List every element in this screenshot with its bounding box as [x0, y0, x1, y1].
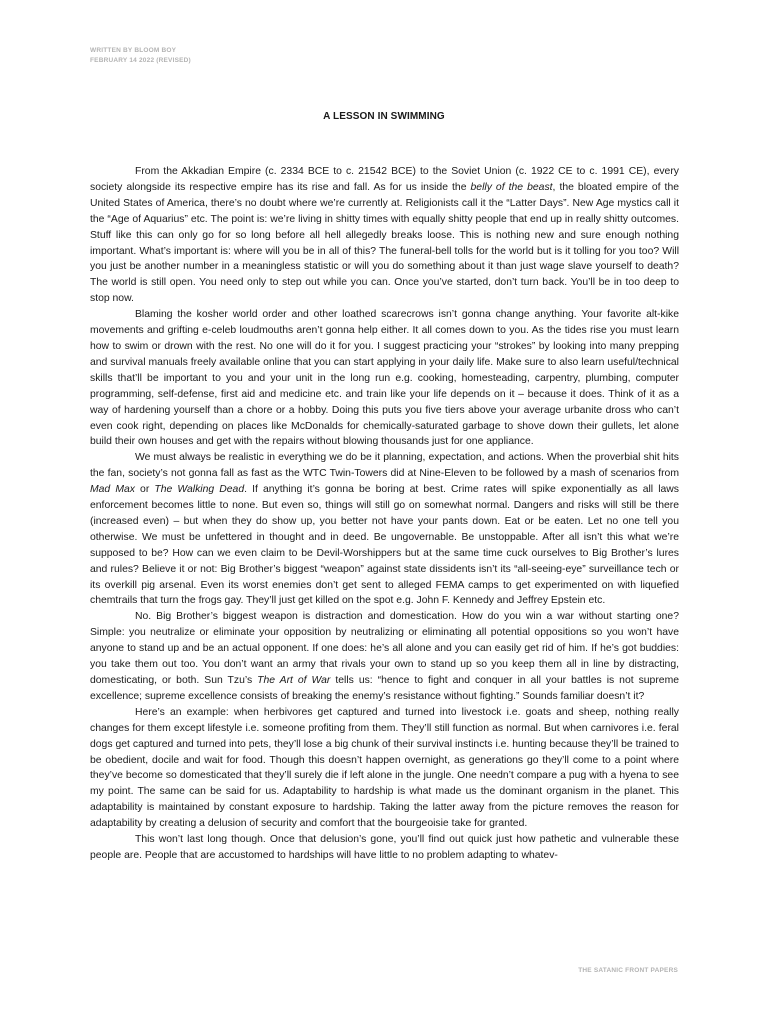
author-line: WRITTEN BY BLOOM BOY — [90, 47, 177, 54]
paragraph-text: Blaming the kosher world order and other loathed scarecrows isn’t gonna change anything. Your favorite alt-kike movements and grifting e-celeb loudmouths aren’t gonna help either. It all comes down to you. As the tides rise you must learn how to swim or drown with the rest. No one will do it for you. I suggest practicing your “strokes” by looking into many prepping and survival manuals freely available online that you can start applying in your daily life. Make sure to also learn useful/technical skills that’ll be important to you and your unit in the long run e.g. cooking, homesteading, carpentry, plumbing, computer programming, self-defense, first aid and medicine etc. and train like your life depends on it – because it does. Think of it as a way of hardening yourself than a chore or a hobby. Doing this puts you five tiers above your average urbanite dross who can’t even cook right, depending on places like McDonalds for chemically-saturated garbage to shove down their gullets, let alone build their own houses and get with the repairs without blowing thousands just for one appliance. — [90, 309, 679, 448]
italic-title-text: Mad Max — [90, 484, 135, 496]
body-paragraph — [90, 832, 679, 864]
italic-title-text: The Art of War — [257, 675, 331, 686]
page-footer: THE SATANIC FRONT PAPERS — [578, 967, 678, 974]
body-paragraph — [90, 307, 679, 450]
date-line: FEBRUARY 14 2022 (REVISED) — [90, 57, 191, 64]
paragraph-text: , the bloated empire of the United States of America, there’s no doubt where we’re currently at. Religionists call it the “Latter Days”. New Age mystics call it the “Age of Aquarius” etc. The point is: we’re living in shitty times with equally shitty people that end up in really shitty outcomes. Stuff like this can only go for so long before all hell allegedly breaks loose. This is nothing new and sure enough nothing important. What’s important is: where will you be in all of this? The funeral-bell tolls for the world but is it tolling for you too? Will you just be another number in a meaningless statistic or will you do something about it than just wage slave yourself to death? The world is still open. You need only to step out while you can. Once you’ve started, don’t turn back. You’ll be in too deep to stop now. — [90, 181, 680, 305]
paragraph-text: We must always be realistic in everything we do be it planning, expectation, and actions. When the proverbial shit hits the fan, society’s not gonna fall as fast as the WTC Twin-Towers did at Nine-Eleven to be followed by a mash of scenarios from — [90, 452, 679, 480]
italic-title-text: belly of the beast — [470, 181, 553, 193]
italic-title-text: The Walking Dead — [154, 484, 245, 496]
body-paragraph — [90, 164, 679, 307]
body-paragraph — [90, 609, 679, 704]
paragraph-text: This won’t last long though. Once that delusion’s gone, you’ll find out quick just how pathetic and vulnerable these people are. People that are accustomed to hardships will have little to no problem adapting to whatev- — [90, 834, 679, 861]
paragraph-text: . If anything it’s gonna be boring at best. Crime rates will spike exponentially as all laws enforcement becomes little to none. But even so, things will still go on somewhat normal. Dangers and risks will still be there (increased even) – but when they do show up, you better not have your pants down. Eat or be eaten. Let no one tell you otherwise. We must be unfettered in thought and in deed. Be ungovernable. Be unstoppable. After all isn’t this what we’re supposed to be? How can we even claim to be Devil-Worshippers but at the same time cuck ourselves to Big Brother’s lures and rules? Believe it or not: Big Brother’s biggest “weapon” against state dissidents isn’t its “all-seeing-eye” surveillance tech or its overkill pig arsenal. Even its worst enemies don’t get sent to alleged FEMA camps to get experimented on with liquefied chemtrails that turn the frogs gay. They’ll just get killed on the spot e.g. John F. Kennedy and Jeffrey Epstein etc. — [90, 484, 680, 607]
paragraph-text: From the Akkadian Empire (c. 2334 BCE to c. 21542 BCE) to the Soviet Union (c. 1922 CE to c. 1991 CE), every society alongside its respective empire has its rise and fall. As for us inside the — [90, 166, 679, 193]
body-paragraph — [90, 450, 679, 609]
paragraph-text: Here’s an example: when herbivores get captured and turned into livestock i.e. goats and sheep, nothing really changes for them except lifestyle i.e. someone profiting from them. They’ll still function as normal. But when carnivores i.e. feral dogs get captured and turned into pets, they’ll lose a big chunk of their survival instincts i.e. hunting because they’ll be trained to be obedient, docile and wait for food. Though this doesn’t happen overnight, as generations go they’ll come to a point where they’ve become so domesticated that they’ll surely die if left alone in the jungle. One needn’t compare a pug with a hyena to see my point. The same can be said for us. Adaptability to hardship is what made us the dominant organism in the planet. This adaptability is maintained by constant exposure to hardship. Taking the latter away from the picture removes the reason for adaptability by creating a delusion of security and comfort that the bourgeoisie take for granted. — [90, 706, 679, 830]
body-paragraph — [90, 705, 679, 832]
paragraph-text: tells us: “hence to fight and conquer in all your battles is not supreme excellence; supreme excellence consists of breaking the enemy’s resistance without fighting.” Sounds familiar doesn’t it? — [90, 675, 680, 702]
paragraph-text: No. Big Brother’s biggest weapon is distraction and domestication. How do you win a war without starting one? Simple: you neutralize or eliminate your opposition by neutralizing or eliminating all potential oppositions so you won’t have anyone to stand up and be an actual opponent. If one does: he’s all alone and you can easily get rid of him. If he’s got buddies: you take them out too. You don’t want an army that rivals your own to stand up so you keep them all in line by distracting, domesticating, or both. Sun Tzu’s — [90, 611, 679, 686]
document-body — [90, 164, 679, 864]
paragraph-text: or — [134, 484, 155, 496]
document-title: A LESSON IN SWIMMING — [323, 111, 445, 122]
document-meta — [90, 46, 191, 66]
